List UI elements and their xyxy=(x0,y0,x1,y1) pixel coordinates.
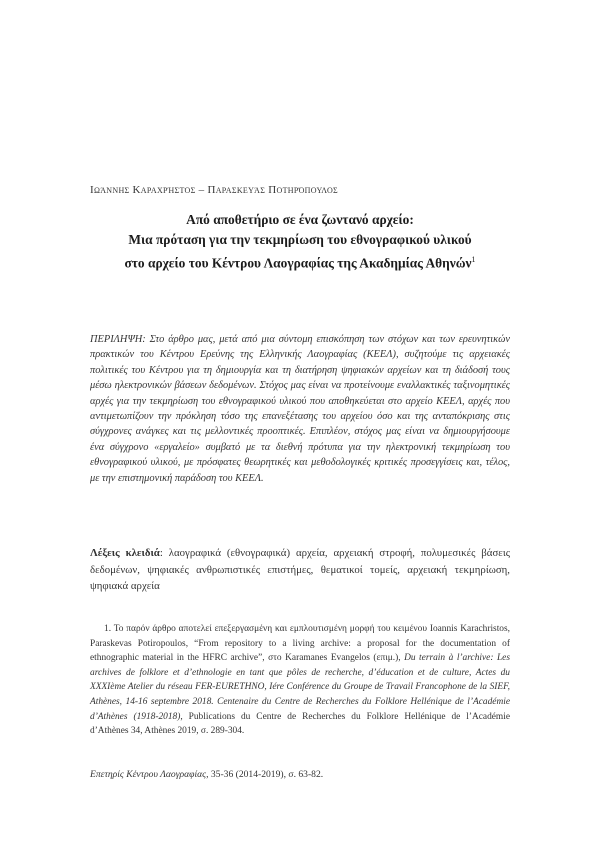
footnote-text: Το παρόν άρθρο αποτελεί επεξεργασμένη και εμπλουτισμένη μορφή του κειμένου Ioannis Karachristos, Paraskevas Potiropoulos, “From repository to a living archive: a proposal for the documentation of ethnographic material in the HFRC archive”, στο Karamanes Evangelos (επιμ.), xyxy=(90,624,510,664)
title-line xyxy=(80,250,520,273)
journal-citation xyxy=(90,769,510,780)
footnote-marker: 1 xyxy=(471,255,476,264)
title-line-text: στο αρχείο του Κέντρου Λαογραφίας της Ακαδημίας Αθηνών xyxy=(124,255,472,271)
footnote-text-end: , Publications du Centre de Recherches du Folklore Hellénique de l’Académie d’Athènes 34, Athènes 2019, σ. 289-304. xyxy=(90,711,510,737)
title-line: Από αποθετήριο σε ένα ζωντανό αρχείο: xyxy=(186,212,414,227)
footnote-number: 1. xyxy=(104,624,112,634)
footnote-italic-text: Du terrain à l’archive: Les archives de folklore et d’ethnologie en tant que pôles de recherche, d’éducation et de culture, Actes du XXXIème Atelier du réseau FER-EURETHNO, Iére Conférence du Groupe de Travail Francophone de la SIEF, Athènes, 14-16 septembre 2018. Centenaire du Centre de Recherches du Folklore Hellénique de l’Académie d’Athènes (1918-2018) xyxy=(90,653,510,722)
article-authors: Ιωάννης Καραχρήστος – Παρασκευάς Ποτηρόπουλος xyxy=(90,184,339,196)
footnote xyxy=(90,622,510,739)
title-line: Μια πρόταση για την τεκμηρίωση του εθνογραφικού υλικού xyxy=(128,232,472,247)
keywords-text: : λαογραφικά (εθνογραφικά) αρχεία, αρχειακή στροφή, πολυμεσικές βάσεις δεδομένων, ψηφιακές ανθρωπιστικές επιστήμες, θεματικοί τομείς, αρχειακή τεκμηρίωση, ψηφιακά αρχεία xyxy=(90,547,510,592)
abstract: ΠΕΡΙΛΗΨΗ: Στο άρθρο μας, μετά από μια σύντομη επισκόπηση των στόχων και των ερευνητικών πρακτικών του Κέντρου Ερεύνης της Ελληνικής Λαογραφίας (ΚΕΕΛ), συζητούμε τις αρχειακές πολιτικές του Κέντρου για τη δημιουργία και τη διατήρηση ψηφιακών αρχείων και τη διάδοσή τους μέσω ηλεκτρονικών βάσεων δεδομένων. Στόχος μας είναι να προτείνουμε εναλλακτικές ταξινομητικές αρχές για την τεκμηρίωση του εθνογραφικού υλικού που αποθηκεύεται στο αρχείο ΚΕΕΛ, αρχές που αντιμετωπίζουν την πρόκληση τόσο της επανεξέτασης του αρχείου όσο και της ανταπόκρισης στις σύγχρονες ανάγκες και τις μελλοντικές προοπτικές. Επιπλέον, στόχος μας είναι να δημιουργήσουμε ένα σύγχρονο «εργαλείο» συμβατό με τα διεθνή πρότυπα για την ηλεκτρονική τεκμηρίωση του εθνογραφικού υλικού, με πρόσφατες θεωρητικές και μεθοδολογικές κριτικές προσεγγίσεις και, τέλος, με την επιστημονική παράδοση του ΚΕΕΛ. xyxy=(90,334,510,484)
keywords xyxy=(90,545,510,595)
article-title xyxy=(80,210,520,273)
keywords-label: Λέξεις κλειδιά xyxy=(90,547,160,559)
journal-name: Επετηρίς Κέντρου Λαογραφίας xyxy=(90,769,207,780)
citation-details: , 35-36 (2014-2019), σ. 63-82. xyxy=(206,769,324,780)
